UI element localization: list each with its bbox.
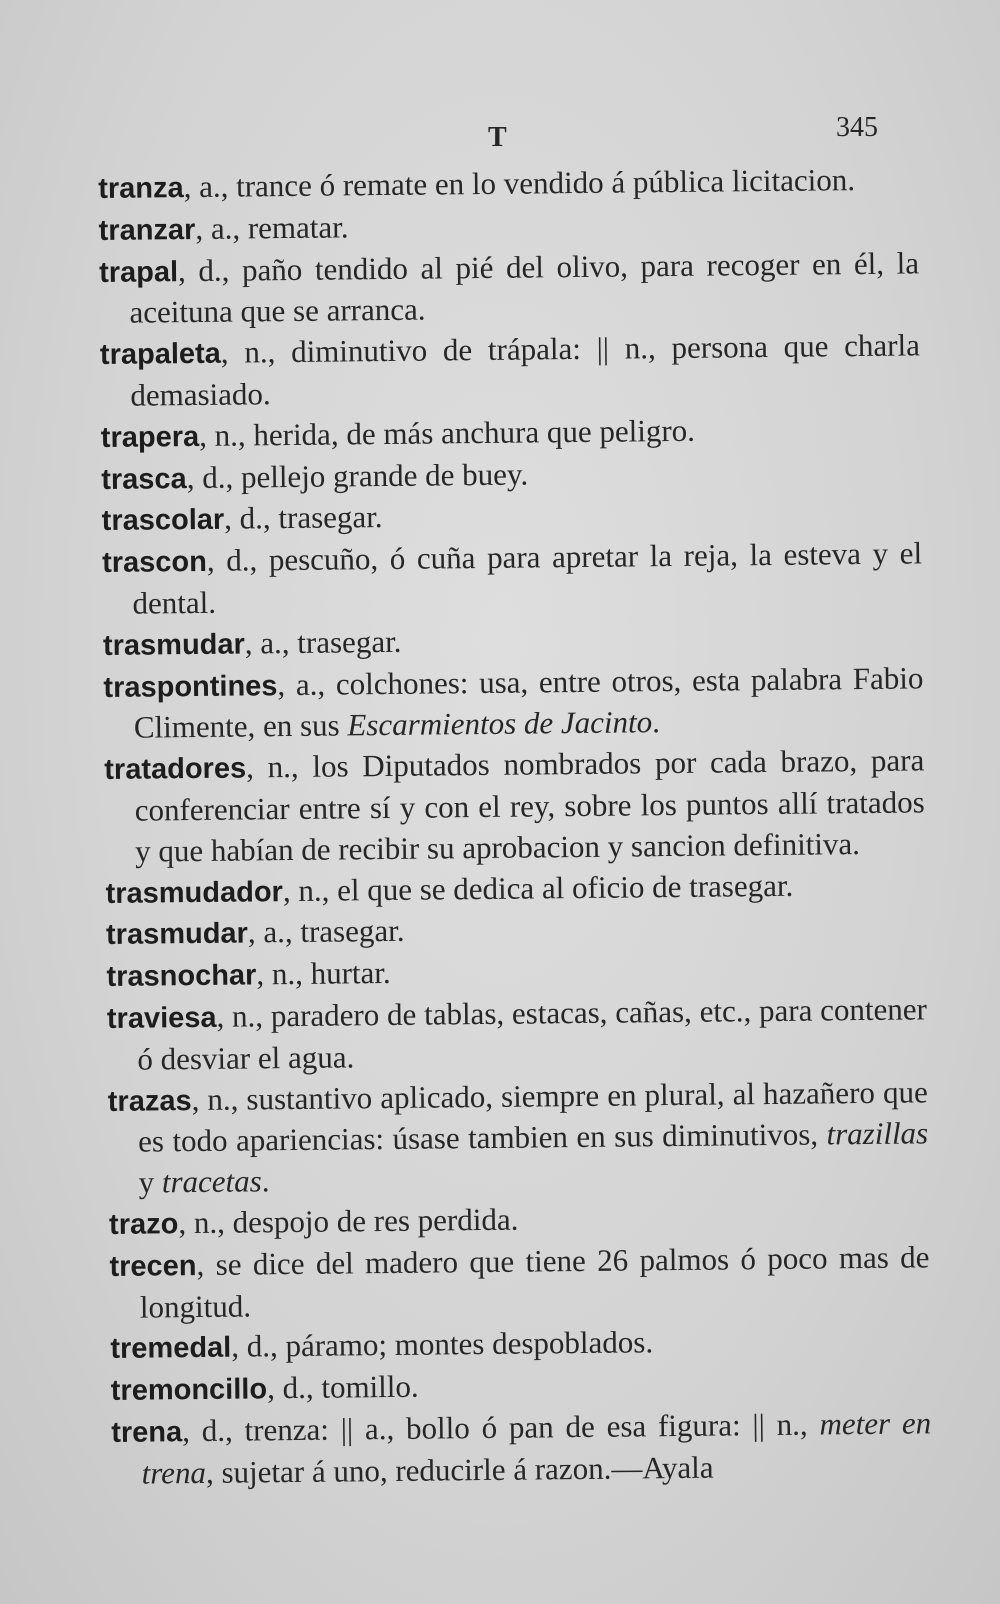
entry-trapaleta [100, 326, 921, 417]
headword: trazo [108, 1208, 179, 1241]
headword: traviesa [106, 1001, 217, 1035]
definition: , n., el que se dedica al oficio de trasegar. [282, 867, 794, 908]
italic-word: tracetas [161, 1163, 262, 1200]
entry-tratadores [104, 741, 925, 873]
definition: , a., rematar. [195, 209, 349, 246]
headword: trena [111, 1416, 183, 1449]
section-letter: T [488, 122, 507, 153]
entry-list [98, 159, 932, 1494]
definition: , n., paradero de tablas, estacas, cañas, etc., para contener ó desviar el agua. [137, 991, 928, 1077]
definition: , n., despojo de res perdida. [178, 1201, 519, 1241]
page-number: 345 [836, 112, 878, 143]
headword: trasmudar [102, 628, 245, 662]
definition-tail: . [651, 704, 661, 740]
headword: tremoncillo [110, 1373, 268, 1408]
definition: , a., trasegar. [244, 623, 402, 661]
definition: , a., trance ó remate en lo vendido á pública licitacion. [183, 162, 856, 205]
definition: , n., diminutivo de trápala: || n., persona que charla demasiado. [130, 327, 921, 413]
italic-title: Escarmientos de Jacinto [347, 704, 653, 743]
definition: , d., tomillo. [266, 1368, 419, 1406]
entry-traviesa [107, 989, 928, 1080]
headword: trasmudar [105, 917, 249, 952]
definition: , n., los Diputados nombrados por cada brazo, para conferenciar entre sí y con el rey, sobre los puntos allí tratados y que habían de recibir su aprobacion y sancion definitiva. [134, 742, 925, 869]
headword: trascon [101, 546, 208, 580]
headword: trapera [100, 420, 200, 454]
entry-trapal [99, 243, 920, 334]
entry-trecen [109, 1237, 930, 1328]
definition: , d., trenza: || a., bollo ó pan de esa figura: || n., [181, 1406, 820, 1449]
headword: trascolar [101, 504, 225, 538]
headword: tremedal [110, 1331, 232, 1366]
definition: , n., hurtar. [256, 955, 391, 992]
headword: traspontines [103, 669, 278, 704]
entry-trascon [102, 534, 923, 625]
definition: , d., trasegar. [224, 499, 383, 537]
definition: , d., pescuño, ó cuña para apretar la reja, la esteva y el dental. [132, 535, 923, 621]
headword: tranzar [98, 213, 196, 247]
definition: , d., páramo; montes despoblados. [231, 1324, 654, 1364]
italic-phrase: meter en trena [141, 1405, 932, 1491]
headword: tranza [98, 172, 184, 205]
definition: , d., pellejo grande de buey. [186, 456, 529, 495]
entry-traspontines [103, 658, 924, 749]
entry-tranza [98, 159, 918, 209]
definition: , n., sustantivo aplicado, siempre en plural, al hazañero que es todo apariencias: úsase tambien en sus diminutivos, [138, 1073, 928, 1159]
definition: , n., herida, de más anchura que peligro. [198, 412, 696, 453]
headword: trapal [98, 255, 179, 289]
definition: , d., paño tendido al pié del olivo, para recoger en él, la aceituna que se arranca. [129, 245, 920, 331]
headword: trazas [107, 1084, 192, 1118]
definition: , se dice del madero que tiene 26 palmos ó poco mas de longitud. [139, 1239, 930, 1325]
entry-trazas [108, 1072, 929, 1204]
headword: tratadores [104, 752, 247, 787]
headword: trapaleta [99, 337, 222, 372]
definition-continued: , sujetar á uno, reducirle á razon.—Ayala [205, 1449, 714, 1490]
definition: , a., trasegar. [247, 913, 405, 950]
italic-word: trazillas [826, 1115, 929, 1152]
definition: , a., colchones: usa, entre otros, esta palabra Fabio Climente, en sus [133, 659, 924, 746]
headword: trecen [109, 1249, 197, 1283]
definition-tail: . [261, 1163, 270, 1199]
headword: trasnochar [106, 959, 257, 994]
entry-trena [111, 1403, 932, 1494]
headword: trasca [101, 462, 187, 496]
definition-joiner: y [138, 1164, 163, 1200]
headword: trasmudador [105, 875, 284, 910]
